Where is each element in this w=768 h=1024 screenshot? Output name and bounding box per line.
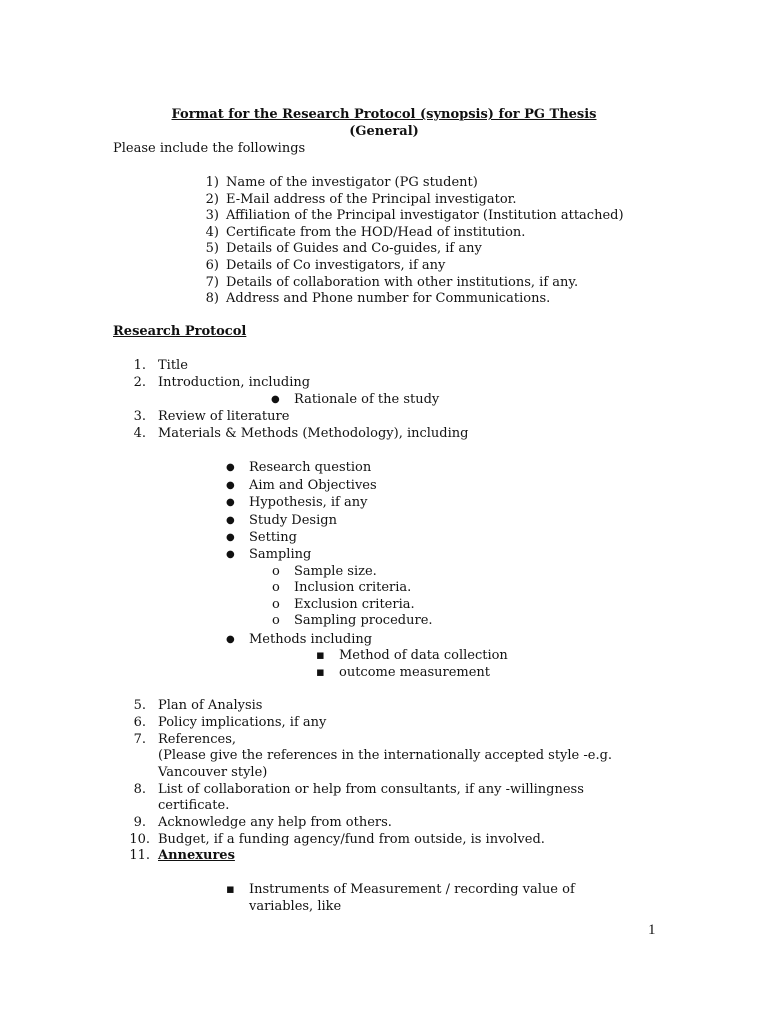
sub-sub-item: Exclusion criteria. xyxy=(294,597,415,612)
bullet-disc-icon: ● xyxy=(226,462,235,473)
list-item: Address and Phone number for Communications. xyxy=(226,291,551,306)
bullet-circle-icon: o xyxy=(272,613,280,628)
bullet-disc-icon: ● xyxy=(271,394,280,405)
list-number: 3) xyxy=(205,208,219,223)
list-item: Review of literature xyxy=(158,409,290,424)
document-subtitle: (General) xyxy=(349,124,419,139)
list-item: Title xyxy=(158,358,188,373)
sub-item-continuation: variables, like xyxy=(249,899,342,914)
list-number: 1) xyxy=(205,175,219,190)
bullet-disc-icon: ● xyxy=(226,497,235,508)
document-title: Format for the Research Protocol (synopsis) for PG Thesis xyxy=(171,107,597,122)
list-item: Details of Co investigators, if any xyxy=(226,258,446,273)
list-number: 9. xyxy=(133,815,146,830)
list-item-annexures: Annexures xyxy=(158,848,235,863)
list-number: 4. xyxy=(133,426,146,441)
bullet-square-icon: ▪ xyxy=(316,648,325,663)
list-item: References, xyxy=(158,732,237,747)
list-number: 7. xyxy=(133,732,146,747)
list-number: 6) xyxy=(205,258,219,273)
list-item: Acknowledge any help from others. xyxy=(158,815,392,830)
sub-sub-item: Inclusion criteria. xyxy=(294,580,412,595)
list-number: 2. xyxy=(133,375,146,390)
list-number: 7) xyxy=(205,275,219,290)
sub-item: Hypothesis, if any xyxy=(249,495,368,510)
list-item: Details of collaboration with other institutions, if any. xyxy=(226,275,579,290)
list-number: 1. xyxy=(133,358,146,373)
sub-item: Setting xyxy=(249,530,297,545)
list-number: 5. xyxy=(133,698,146,713)
sub-item: Aim and Objectives xyxy=(249,478,377,493)
sub-item: Instruments of Measurement / recording value of xyxy=(249,882,575,897)
intro-text: Please include the followings xyxy=(113,141,306,156)
sub-item: Sampling xyxy=(249,547,312,562)
list-item: Affiliation of the Principal investigator (Institution attached) xyxy=(226,208,624,223)
sub-sub-item: Sampling procedure. xyxy=(294,613,433,628)
list-number: 8) xyxy=(205,291,219,306)
protocol-heading: Research Protocol xyxy=(113,324,247,339)
sub-item: Methods including xyxy=(249,632,373,647)
page-number: 1 xyxy=(648,922,656,938)
sub-item: Study Design xyxy=(249,513,337,528)
bullet-circle-icon: o xyxy=(272,564,280,579)
list-item-continuation: Vancouver style) xyxy=(158,765,268,780)
list-item-continuation: (Please give the references in the internationally accepted style -e.g. xyxy=(158,748,613,763)
bullet-circle-icon: o xyxy=(272,597,280,612)
sub-item: Research question xyxy=(249,460,372,475)
bullet-disc-icon: ● xyxy=(226,515,235,526)
list-item: Materials & Methods (Methodology), including xyxy=(158,426,469,441)
sub-item: Rationale of the study xyxy=(294,392,440,407)
list-number: 2) xyxy=(205,192,219,207)
list-number: 4) xyxy=(205,225,219,240)
bullet-square-icon: ▪ xyxy=(226,882,235,897)
list-number: 5) xyxy=(205,241,219,256)
list-number: 6. xyxy=(133,715,146,730)
list-number: 3. xyxy=(133,409,146,424)
list-item: Policy implications, if any xyxy=(158,715,327,730)
sub-sub-item: outcome measurement xyxy=(339,665,491,680)
list-number: 10. xyxy=(129,832,150,847)
list-item: Budget, if a funding agency/fund from outside, is involved. xyxy=(158,832,545,847)
sub-sub-item: Method of data collection xyxy=(339,648,508,663)
list-item: E-Mail address of the Principal investigator. xyxy=(226,192,517,207)
bullet-disc-icon: ● xyxy=(226,634,235,645)
bullet-circle-icon: o xyxy=(272,580,280,595)
sub-sub-item: Sample size. xyxy=(294,564,377,579)
bullet-disc-icon: ● xyxy=(226,480,235,491)
list-item: List of collaboration or help from consultants, if any -willingness xyxy=(158,782,584,797)
list-item: Plan of Analysis xyxy=(158,698,263,713)
list-item: Details of Guides and Co-guides, if any xyxy=(226,241,482,256)
list-number: 11. xyxy=(129,848,150,863)
bullet-disc-icon: ● xyxy=(226,532,235,543)
list-item: Name of the investigator (PG student) xyxy=(226,175,478,190)
list-number: 8. xyxy=(133,782,146,797)
list-item: Certificate from the HOD/Head of institution. xyxy=(226,225,526,240)
bullet-disc-icon: ● xyxy=(226,549,235,560)
list-item-continuation: certificate. xyxy=(158,798,230,813)
list-item: Introduction, including xyxy=(158,375,311,390)
bullet-square-icon: ▪ xyxy=(316,665,325,680)
